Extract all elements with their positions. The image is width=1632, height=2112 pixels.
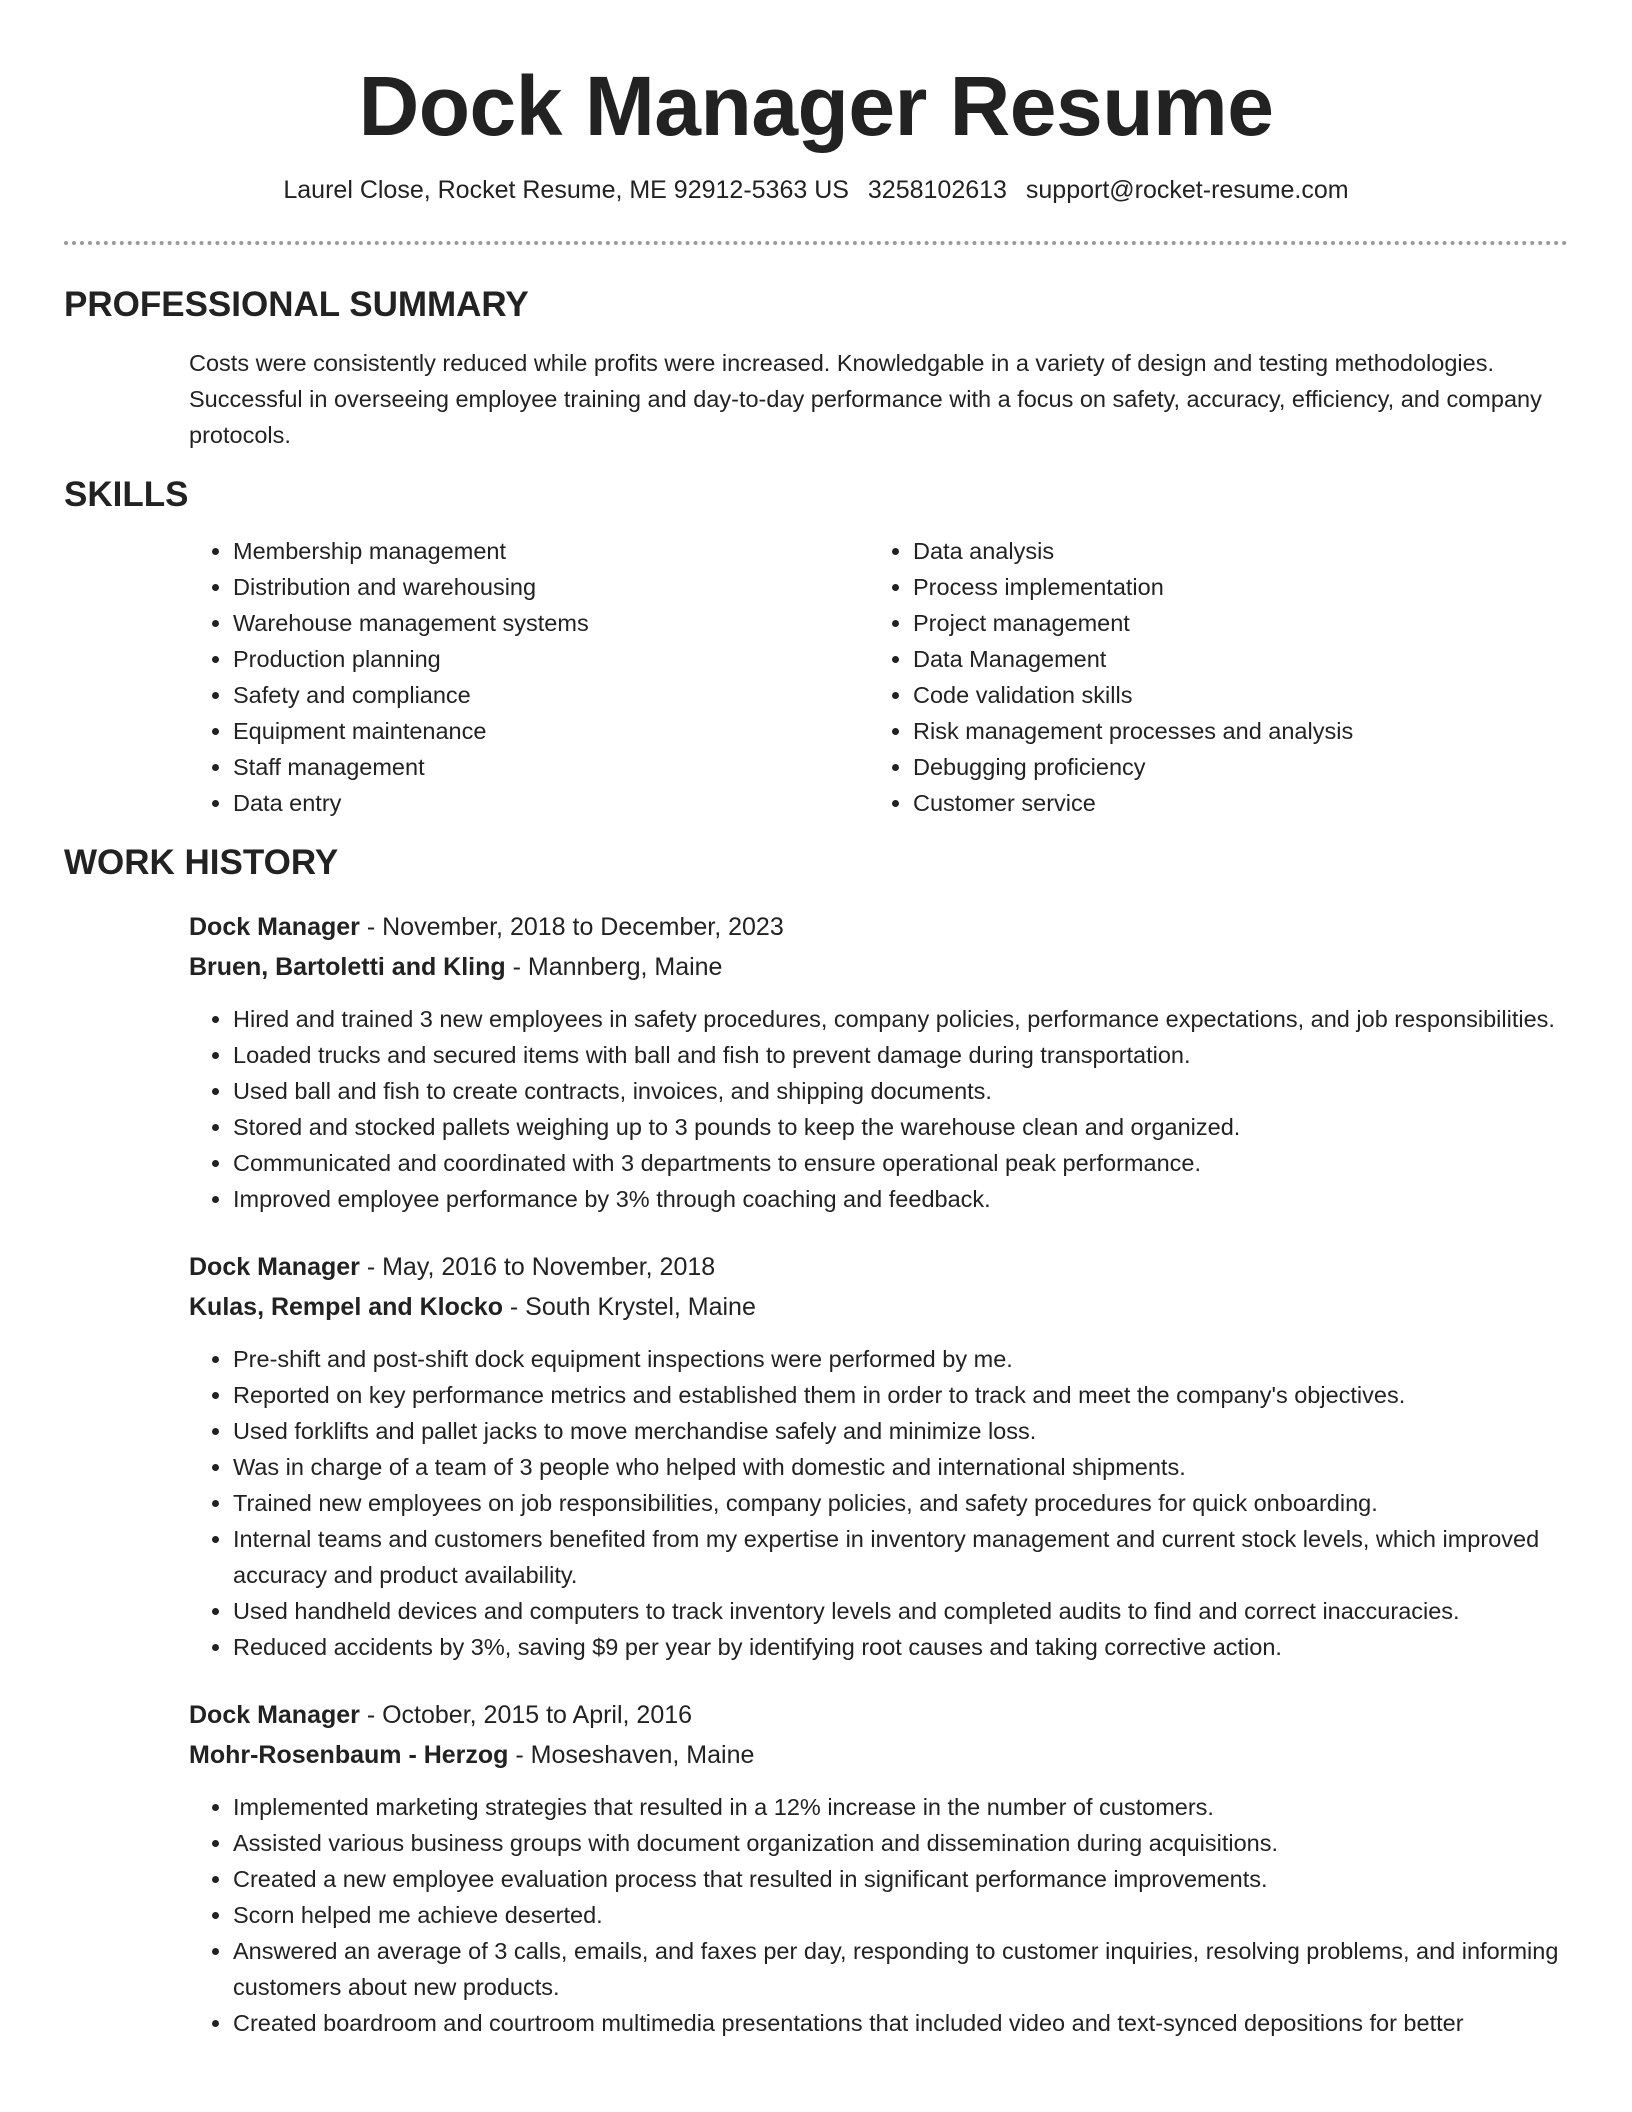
job-bullets	[189, 1001, 1568, 1217]
job-bullet: • Communicated and coordinated with 3 departments to ensure operational peak performance.	[233, 1145, 1568, 1181]
job-bullet: • Scorn helped me achieve deserted.	[233, 1897, 1568, 1933]
job-bullet: • Used handheld devices and computers to track inventory levels and completed audits to find and correct inaccuracies.	[233, 1593, 1568, 1629]
job-entry	[189, 907, 1568, 1217]
skill-item: • Debugging proficiency	[913, 749, 1353, 785]
job-entry	[189, 1695, 1568, 2041]
skill-item: • Membership management	[233, 533, 869, 569]
job-bullet: • Reduced accidents by 3%, saving $9 per year by identifying root causes and taking corrective action.	[233, 1629, 1568, 1665]
job-bullet: • Hired and trained 3 new employees in safety procedures, company policies, performance expectations, and job responsibilities.	[233, 1001, 1568, 1037]
job-bullets	[189, 1341, 1568, 1665]
job-company-line	[189, 1735, 1568, 1775]
skill-item: • Equipment maintenance	[233, 713, 869, 749]
skills-column-right	[869, 533, 1353, 821]
job-bullet: • Internal teams and customers benefited from my expertise in inventory management and current stock levels, which improved accuracy and product availability.	[233, 1521, 1568, 1593]
job-bullets	[189, 1789, 1568, 2041]
job-bullet: • Loaded trucks and secured items with ball and fish to prevent damage during transportation.	[233, 1037, 1568, 1073]
skill-item: • Risk management processes and analysis	[913, 713, 1353, 749]
contact-line	[0, 176, 1632, 205]
job-bullet: • Created boardroom and courtroom multimedia presentations that included video and text-synced depositions for better	[233, 2005, 1568, 2041]
job-bullet: • Created a new employee evaluation process that resulted in significant performance improvements.	[233, 1861, 1568, 1897]
skill-item: • Safety and compliance	[233, 677, 869, 713]
job-title: Dock Manager	[189, 913, 360, 941]
contact-address: Laurel Close, Rocket Resume, ME 92912-5363 US	[283, 176, 849, 204]
job-bullet: • Implemented marketing strategies that resulted in a 12% increase in the number of customers.	[233, 1789, 1568, 1825]
job-title-line	[189, 1695, 1568, 1735]
job-bullet: • Pre-shift and post-shift dock equipment inspections were performed by me.	[233, 1341, 1568, 1377]
job-entry	[189, 1247, 1568, 1665]
skill-item: • Data entry	[233, 785, 869, 821]
job-dates: - November, 2018 to December, 2023	[359, 913, 784, 941]
job-location: - Moseshaven, Maine	[508, 1741, 755, 1769]
job-dates: - May, 2016 to November, 2018	[359, 1253, 716, 1281]
job-dates: - October, 2015 to April, 2016	[359, 1701, 693, 1729]
job-company: Kulas, Rempel and Klocko	[189, 1293, 503, 1321]
job-bullet: • Was in charge of a team of 3 people who helped with domestic and international shipments.	[233, 1449, 1568, 1485]
job-title: Dock Manager	[189, 1701, 360, 1729]
skill-item: • Process implementation	[913, 569, 1353, 605]
resume-title: Dock Manager Resume	[358, 59, 1274, 153]
skills-column-left	[189, 533, 869, 821]
skill-item: • Production planning	[233, 641, 869, 677]
job-company: Bruen, Bartoletti and Kling	[189, 953, 506, 981]
job-location: - South Krystel, Maine	[502, 1293, 756, 1321]
summary-text: Costs were consistently reduced while profits were increased. Knowledgable in a variety of design and testing methodologies. Successful in overseeing employee training and day-to-day performance with a focus on safety, accuracy, efficiency, and company protocols.	[189, 350, 1542, 448]
section-heading-work: WORK HISTORY	[64, 843, 339, 882]
skill-item: • Distribution and warehousing	[233, 569, 869, 605]
job-bullet: • Stored and stocked pallets weighing up to 3 pounds to keep the warehouse clean and organized.	[233, 1109, 1568, 1145]
header-divider	[64, 241, 1568, 245]
skill-item: • Customer service	[913, 785, 1353, 821]
job-bullet: • Improved employee performance by 3% through coaching and feedback.	[233, 1181, 1568, 1217]
job-bullet: • Assisted various business groups with document organization and dissemination during acquisitions.	[233, 1825, 1568, 1861]
skill-item: • Data Management	[913, 641, 1353, 677]
skill-item: • Code validation skills	[913, 677, 1353, 713]
job-bullet: • Answered an average of 3 calls, emails, and faxes per day, responding to customer inquiries, resolving problems, and informing customers about new products.	[233, 1933, 1568, 2005]
job-bullet: • Reported on key performance metrics and established them in order to track and meet the company's objectives.	[233, 1377, 1568, 1413]
skill-item: • Project management	[913, 605, 1353, 641]
job-bullet: • Trained new employees on job responsibilities, company policies, and safety procedures for quick onboarding.	[233, 1485, 1568, 1521]
job-bullet: • Used ball and fish to create contracts, invoices, and shipping documents.	[233, 1073, 1568, 1109]
section-heading-summary: PROFESSIONAL SUMMARY	[64, 285, 529, 324]
job-title-line	[189, 1247, 1568, 1287]
job-company-line	[189, 1287, 1568, 1327]
job-company: Mohr-Rosenbaum - Herzog	[189, 1741, 509, 1769]
job-bullet: • Used forklifts and pallet jacks to move merchandise safely and minimize loss.	[233, 1413, 1568, 1449]
job-location: - Mannberg, Maine	[505, 953, 723, 981]
job-title: Dock Manager	[189, 1253, 360, 1281]
job-company-line	[189, 947, 1568, 987]
skill-item: • Data analysis	[913, 533, 1353, 569]
contact-phone: 3258102613	[867, 176, 1007, 204]
skills-list	[189, 533, 1568, 821]
section-heading-skills: SKILLS	[64, 475, 189, 514]
skill-item: • Warehouse management systems	[233, 605, 869, 641]
skill-item: • Staff management	[233, 749, 869, 785]
contact-email: support@rocket-resume.com	[1025, 176, 1349, 204]
job-title-line	[189, 907, 1568, 947]
